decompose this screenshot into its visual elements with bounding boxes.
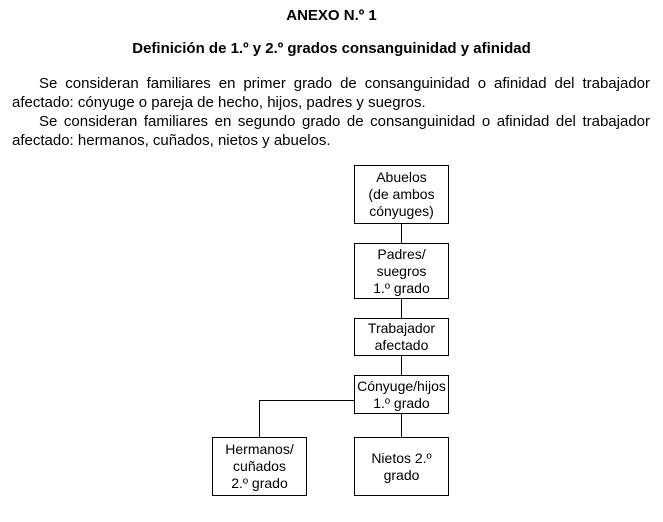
- node-padres-suegros: Padres/ suegros 1.º grado: [354, 243, 449, 299]
- node-abuelos: Abuelos (de ambos cónyuges): [354, 165, 449, 224]
- node-hermanos-cunados: Hermanos/ cuñados 2.º grado: [212, 437, 307, 496]
- node-trabajador-afectado: Trabajador afectado: [354, 318, 449, 356]
- node-conyuge-hijos: Cónyuge/hijos 1.º grado: [354, 375, 449, 414]
- node-nietos: Nietos 2.º grado: [354, 437, 449, 496]
- annex-subtitle: Definición de 1.º y 2.º grados consanguinidad y afinidad: [132, 40, 531, 57]
- second-degree-paragraph: Se consideran familiares en segundo grado de consanguinidad o afinidad del trabajador afectado: hermanos, cuñados, nietos y abuelos.: [12, 113, 650, 149]
- first-degree-paragraph: Se consideran familiares en primer grado de consanguinidad o afinidad del trabajador afectado: cónyuge o pareja de hecho, hijos, padres y suegros.: [12, 75, 650, 111]
- annex-title: ANEXO N.º 1: [286, 7, 377, 24]
- connector-hermanos-branch: [260, 401, 355, 438]
